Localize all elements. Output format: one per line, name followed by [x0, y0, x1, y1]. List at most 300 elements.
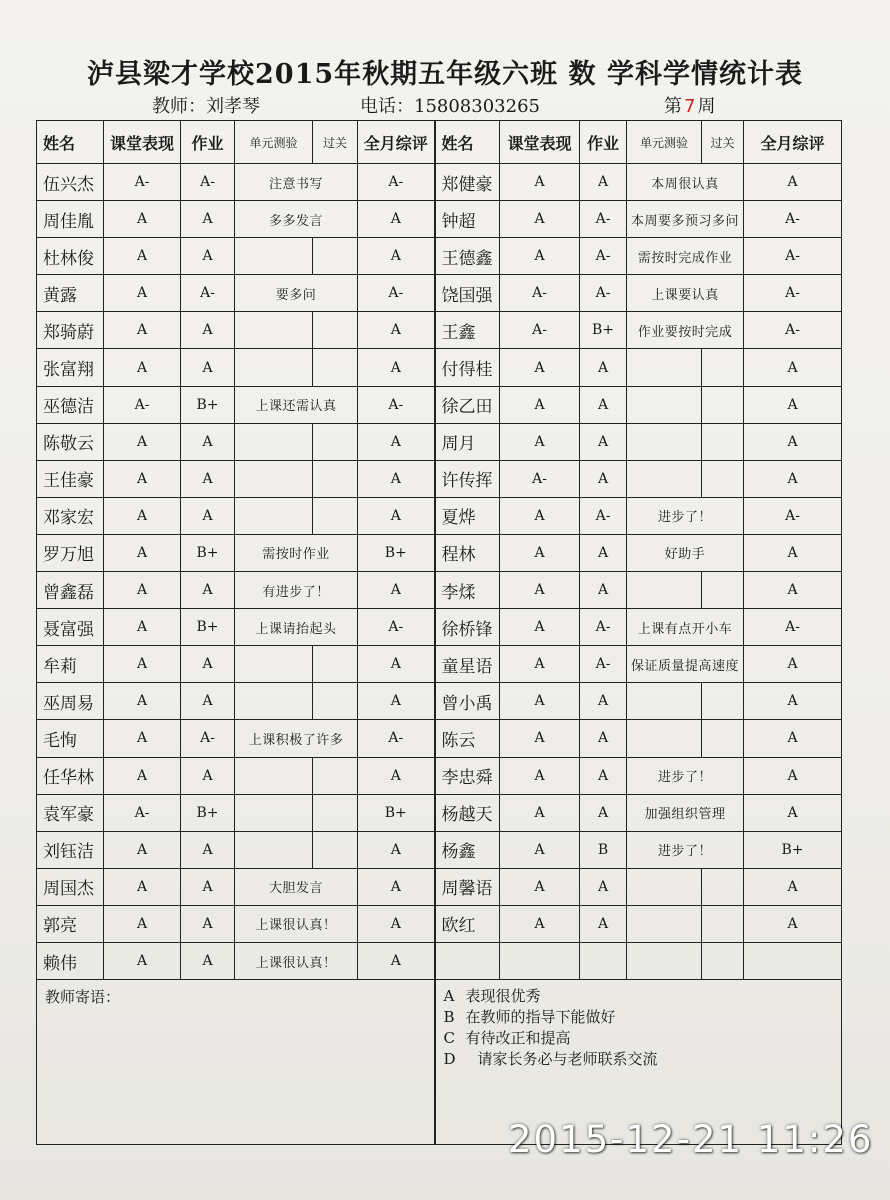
- unit-test-note-cell-left: 上课积极了许多: [235, 720, 358, 757]
- homework-cell-left: A: [181, 646, 235, 683]
- class-performance-cell-left: A: [104, 349, 181, 386]
- pass-cell-right: [702, 386, 744, 423]
- homework-cell-right: A: [580, 386, 627, 423]
- header-class-performance: 课堂表现: [104, 121, 181, 164]
- class-performance-cell-right: A-: [500, 275, 580, 312]
- student-name-left: 毛恂: [37, 720, 104, 757]
- student-name-right: 杨越天: [435, 794, 500, 831]
- pass-cell-left: [313, 349, 358, 386]
- student-name-left: 巫周易: [37, 683, 104, 720]
- unit-test-note-cell-right: 保证质量提高速度: [627, 646, 744, 683]
- monthly-grade-cell-right: A-: [744, 312, 842, 349]
- table-row: [37, 423, 842, 460]
- class-performance-cell-left: A: [104, 683, 181, 720]
- monthly-grade-cell-left: B+: [358, 534, 435, 571]
- homework-cell-right: A-: [580, 201, 627, 238]
- unit-test-note-cell-right: 进步了！: [627, 831, 744, 868]
- unit-test-note-cell-right: [627, 683, 702, 720]
- class-performance-cell-right: A: [500, 497, 580, 534]
- class-performance-cell-right: A: [500, 794, 580, 831]
- homework-cell-left: A-: [181, 164, 235, 201]
- monthly-grade-cell-right: A: [744, 868, 842, 905]
- homework-cell-right: A: [580, 794, 627, 831]
- class-performance-cell-left: A: [104, 497, 181, 534]
- unit-test-note-cell-right: 作业要按时完成: [627, 312, 744, 349]
- monthly-grade-cell-right: B+: [744, 831, 842, 868]
- unit-test-note-cell-right: [627, 942, 702, 979]
- week-number: 7: [684, 96, 696, 117]
- unit-test-note-cell-left: 需按时作业: [235, 534, 358, 571]
- header-name: 姓名: [37, 121, 104, 164]
- table-row: [37, 164, 842, 201]
- unit-test-note-cell-left: 上课很认真！: [235, 942, 358, 979]
- table-row: [37, 275, 842, 312]
- monthly-grade-cell-left: A: [358, 201, 435, 238]
- table-row: [37, 831, 842, 868]
- unit-test-note-cell-left: [235, 312, 313, 349]
- student-name-left: 黄露: [37, 275, 104, 312]
- monthly-grade-cell-left: A: [358, 349, 435, 386]
- pass-cell-right: [702, 942, 744, 979]
- monthly-grade-cell-left: A: [358, 572, 435, 609]
- week-prefix: 第: [664, 96, 682, 117]
- monthly-grade-cell-left: A-: [358, 386, 435, 423]
- unit-test-note-cell-left: 大胆发言: [235, 868, 358, 905]
- unit-test-note-cell-right: [627, 868, 702, 905]
- student-name-right: 童星语: [435, 646, 500, 683]
- unit-test-note-cell-right: [627, 460, 702, 497]
- class-performance-cell-left: A: [104, 942, 181, 979]
- homework-cell-right: B: [580, 831, 627, 868]
- pass-cell-left: [313, 497, 358, 534]
- class-performance-cell-right: A: [500, 238, 580, 275]
- homework-cell-right: [580, 942, 627, 979]
- class-performance-cell-right: A: [500, 868, 580, 905]
- homework-cell-right: A: [580, 534, 627, 571]
- student-name-right: 徐乙田: [435, 386, 500, 423]
- header-homework: 作业: [181, 121, 235, 164]
- pass-cell-right: [702, 423, 744, 460]
- table-row: [37, 201, 842, 238]
- table-row: [37, 794, 842, 831]
- unit-test-note-cell-right: 需按时完成作业: [627, 238, 744, 275]
- class-performance-cell-left: A: [104, 534, 181, 571]
- homework-cell-left: A: [181, 460, 235, 497]
- unit-test-note-cell-left: [235, 238, 313, 275]
- class-performance-cell-right: A: [500, 534, 580, 571]
- table-row: [37, 312, 842, 349]
- unit-test-note-cell-left: [235, 831, 313, 868]
- class-performance-cell-right: A: [500, 646, 580, 683]
- student-name-right: 周馨语: [435, 868, 500, 905]
- homework-cell-right: A: [580, 720, 627, 757]
- homework-cell-left: A: [181, 423, 235, 460]
- legend-key: D: [443, 1050, 456, 1069]
- student-name-left: 聂富强: [37, 609, 104, 646]
- legend-text: 在教师的指导下能做好: [465, 1008, 616, 1027]
- monthly-grade-cell-left: A: [358, 905, 435, 942]
- homework-cell-right: A-: [580, 497, 627, 534]
- table-row: [37, 386, 842, 423]
- class-performance-cell-right: A: [500, 757, 580, 794]
- student-name-right: 郑健豪: [435, 164, 500, 201]
- unit-test-note-cell-left: 上课请抬起头: [235, 609, 358, 646]
- student-name-left: 袁军豪: [37, 794, 104, 831]
- unit-test-note-cell-left: 有进步了！: [235, 572, 358, 609]
- homework-cell-left: A: [181, 757, 235, 794]
- student-name-left: 刘钰洁: [37, 831, 104, 868]
- student-name-left: 巫德洁: [37, 386, 104, 423]
- homework-cell-right: A: [580, 460, 627, 497]
- homework-cell-right: A: [580, 423, 627, 460]
- unit-test-note-cell-right: [627, 905, 702, 942]
- legend-item-a: [444, 986, 834, 1007]
- homework-cell-left: A: [181, 868, 235, 905]
- class-performance-cell-left: A: [104, 201, 181, 238]
- homework-cell-left: B+: [181, 609, 235, 646]
- unit-test-note-cell-right: 加强组织管理: [627, 794, 744, 831]
- header-homework-right: 作业: [580, 121, 627, 164]
- unit-test-note-cell-left: 多多发言: [235, 201, 358, 238]
- unit-test-note-cell-left: [235, 646, 313, 683]
- class-performance-cell-right: A-: [500, 312, 580, 349]
- table-row: [37, 349, 842, 386]
- unit-test-note-cell-left: [235, 794, 313, 831]
- homework-cell-left: A: [181, 238, 235, 275]
- student-name-right: 许传挥: [435, 460, 500, 497]
- pass-cell-right: [702, 460, 744, 497]
- student-name-right: 李忠舜: [435, 757, 500, 794]
- unit-test-note-cell-right: [627, 572, 702, 609]
- monthly-grade-cell-right: A: [744, 572, 842, 609]
- class-performance-cell-left: A: [104, 831, 181, 868]
- homework-cell-right: A-: [580, 238, 627, 275]
- student-name-right: 程林: [435, 534, 500, 571]
- monthly-grade-cell-right: A: [744, 164, 842, 201]
- unit-test-note-cell-right: 好助手: [627, 534, 744, 571]
- teacher-label: 教师：刘孝琴: [152, 96, 260, 117]
- unit-test-note-cell-right: 上课要认真: [627, 275, 744, 312]
- table-row: [37, 497, 842, 534]
- class-performance-cell-right: A: [500, 905, 580, 942]
- class-performance-cell-left: A: [104, 757, 181, 794]
- class-performance-cell-left: A: [104, 312, 181, 349]
- student-name-left: 伍兴杰: [37, 164, 104, 201]
- class-performance-cell-left: A-: [104, 794, 181, 831]
- legend-item-b: [444, 1007, 834, 1028]
- teacher-message-box: [37, 980, 435, 1145]
- table-row: [37, 572, 842, 609]
- class-performance-cell-right: A: [500, 831, 580, 868]
- pass-cell-right: [702, 720, 744, 757]
- monthly-grade-cell-right: A: [744, 905, 842, 942]
- week-label: [664, 92, 715, 118]
- unit-test-note-cell-right: [627, 423, 702, 460]
- unit-test-note-cell-right: 本周要多预习多问: [627, 201, 744, 238]
- grade-table: [36, 120, 842, 1145]
- class-performance-cell-left: A: [104, 572, 181, 609]
- monthly-grade-cell-right: A-: [744, 238, 842, 275]
- student-name-left: 任华林: [37, 757, 104, 794]
- table-row: [37, 534, 842, 571]
- monthly-grade-cell-left: A-: [358, 609, 435, 646]
- monthly-grade-cell-right: A-: [744, 497, 842, 534]
- faint-handwriting: [45, 1013, 426, 1035]
- student-name-right: 钟超: [435, 201, 500, 238]
- student-name-left: 曾鑫磊: [37, 572, 104, 609]
- class-performance-cell-right: A: [500, 720, 580, 757]
- legend-key: A: [443, 987, 455, 1006]
- pass-cell-right: [702, 905, 744, 942]
- homework-cell-right: A-: [580, 646, 627, 683]
- homework-cell-left: A-: [181, 275, 235, 312]
- homework-cell-left: A: [181, 201, 235, 238]
- homework-cell-right: A: [580, 868, 627, 905]
- unit-test-note-cell-right: 进步了！: [627, 497, 744, 534]
- monthly-grade-cell-right: A: [744, 423, 842, 460]
- monthly-grade-cell-left: A: [358, 942, 435, 979]
- pass-cell-left: [313, 757, 358, 794]
- header-class-performance-right: 课堂表现: [500, 121, 580, 164]
- header-unit-test: 单元测验: [235, 121, 313, 164]
- legend-key: C: [443, 1029, 455, 1048]
- unit-test-note-cell-right: [627, 720, 702, 757]
- homework-cell-left: A: [181, 942, 235, 979]
- monthly-grade-cell-left: A: [358, 757, 435, 794]
- student-name-right: [435, 942, 500, 979]
- student-name-right: 李煣: [435, 572, 500, 609]
- monthly-grade-cell-right: A: [744, 757, 842, 794]
- homework-cell-right: A: [580, 572, 627, 609]
- homework-cell-left: A: [181, 831, 235, 868]
- monthly-grade-cell-left: A: [358, 497, 435, 534]
- student-name-left: 王佳豪: [37, 460, 104, 497]
- monthly-grade-cell-right: A: [744, 720, 842, 757]
- unit-test-note-cell-right: 上课有点开小车: [627, 609, 744, 646]
- monthly-grade-cell-left: A-: [358, 164, 435, 201]
- class-performance-cell-right: A: [500, 423, 580, 460]
- monthly-grade-cell-left: A: [358, 646, 435, 683]
- unit-test-note-cell-left: [235, 757, 313, 794]
- monthly-grade-cell-left: A: [358, 423, 435, 460]
- unit-test-note-cell-left: 要多问: [235, 275, 358, 312]
- unit-test-note-cell-left: 上课很认真！: [235, 905, 358, 942]
- unit-test-note-cell-left: 注意书写: [235, 164, 358, 201]
- monthly-grade-cell-right: A: [744, 349, 842, 386]
- class-performance-cell-left: A: [104, 238, 181, 275]
- homework-cell-left: B+: [181, 534, 235, 571]
- student-name-right: 陈云: [435, 720, 500, 757]
- monthly-grade-cell-right: [744, 942, 842, 979]
- homework-cell-left: B+: [181, 386, 235, 423]
- student-name-left: 陈敬云: [37, 423, 104, 460]
- monthly-grade-cell-right: A: [744, 460, 842, 497]
- header-monthly: 全月综评: [358, 121, 435, 164]
- pass-cell-right: [702, 572, 744, 609]
- monthly-grade-cell-right: A-: [744, 275, 842, 312]
- header-pass-right: 过关: [702, 121, 744, 164]
- unit-test-note-cell-left: [235, 349, 313, 386]
- homework-cell-left: A: [181, 683, 235, 720]
- unit-test-note-cell-right: [627, 386, 702, 423]
- table-row: [37, 942, 842, 979]
- monthly-grade-cell-right: A-: [744, 609, 842, 646]
- pass-cell-right: [702, 868, 744, 905]
- pass-cell-left: [313, 683, 358, 720]
- unit-test-note-cell-left: 上课还需认真: [235, 386, 358, 423]
- homework-cell-right: A: [580, 164, 627, 201]
- student-name-left: 周佳胤: [37, 201, 104, 238]
- monthly-grade-cell-right: A: [744, 646, 842, 683]
- student-name-right: 王鑫: [435, 312, 500, 349]
- student-name-left: 郑骑蔚: [37, 312, 104, 349]
- unit-test-note-cell-right: 本周很认真: [627, 164, 744, 201]
- homework-cell-left: A: [181, 349, 235, 386]
- class-performance-cell-right: A: [500, 201, 580, 238]
- student-name-left: 郭亮: [37, 905, 104, 942]
- unit-test-note-cell-left: [235, 497, 313, 534]
- unit-test-note-cell-left: [235, 423, 313, 460]
- header-unit-test-right: 单元测验: [627, 121, 702, 164]
- student-name-left: 张富翔: [37, 349, 104, 386]
- monthly-grade-cell-right: A-: [744, 201, 842, 238]
- class-performance-cell-left: A: [104, 460, 181, 497]
- student-name-right: 欧红: [435, 905, 500, 942]
- monthly-grade-cell-right: A: [744, 683, 842, 720]
- homework-cell-right: A: [580, 349, 627, 386]
- class-performance-cell-left: A-: [104, 164, 181, 201]
- pass-cell-left: [313, 423, 358, 460]
- table-row: [37, 905, 842, 942]
- unit-test-note-cell-left: [235, 460, 313, 497]
- teacher-message-label: 教师寄语：: [45, 988, 121, 1007]
- student-name-right: 徐桥锋: [435, 609, 500, 646]
- class-performance-cell-left: A: [104, 423, 181, 460]
- pass-cell-left: [313, 646, 358, 683]
- monthly-grade-cell-right: A: [744, 534, 842, 571]
- table-row: [37, 238, 842, 275]
- table-row: [37, 868, 842, 905]
- table-row: [37, 720, 842, 757]
- class-performance-cell-left: A: [104, 609, 181, 646]
- monthly-grade-cell-left: A: [358, 238, 435, 275]
- class-performance-cell-right: A: [500, 683, 580, 720]
- class-performance-cell-left: A-: [104, 386, 181, 423]
- class-performance-cell-right: A-: [500, 460, 580, 497]
- homework-cell-left: B+: [181, 794, 235, 831]
- pass-cell-left: [313, 831, 358, 868]
- homework-cell-left: A: [181, 572, 235, 609]
- header-pass: 过关: [313, 121, 358, 164]
- table-row: [37, 757, 842, 794]
- legend-text: 请家长务必与老师联系交流: [477, 1050, 658, 1069]
- class-performance-cell-left: A: [104, 868, 181, 905]
- unit-test-note-cell-right: [627, 349, 702, 386]
- student-name-left: 邓家宏: [37, 497, 104, 534]
- student-name-right: 王德鑫: [435, 238, 500, 275]
- student-name-right: 杨鑫: [435, 831, 500, 868]
- class-performance-cell-right: A: [500, 164, 580, 201]
- class-performance-cell-right: A: [500, 386, 580, 423]
- monthly-grade-cell-left: A: [358, 831, 435, 868]
- student-name-left: 杜林俊: [37, 238, 104, 275]
- pass-cell-right: [702, 683, 744, 720]
- pass-cell-left: [313, 794, 358, 831]
- table-row: [37, 460, 842, 497]
- monthly-grade-cell-right: A: [744, 386, 842, 423]
- student-name-left: 牟莉: [37, 646, 104, 683]
- student-name-right: 周月: [435, 423, 500, 460]
- student-name-right: 付得桂: [435, 349, 500, 386]
- monthly-grade-cell-right: A: [744, 794, 842, 831]
- student-name-left: 罗万旭: [37, 534, 104, 571]
- legend-text: 表现很优秀: [465, 987, 541, 1006]
- homework-cell-right: A-: [580, 275, 627, 312]
- homework-cell-right: B+: [580, 312, 627, 349]
- legend-text: 有待改正和提高: [465, 1029, 571, 1048]
- student-name-right: 饶国强: [435, 275, 500, 312]
- photo-timestamp: 2015-12-21 11:26: [508, 1118, 874, 1161]
- header-row: [37, 121, 842, 164]
- homework-cell-right: A: [580, 905, 627, 942]
- table-row: [37, 683, 842, 720]
- pass-cell-left: [313, 312, 358, 349]
- unit-test-note-cell-right: 进步了！: [627, 757, 744, 794]
- week-suffix: 周: [697, 96, 716, 117]
- legend-item-c: [444, 1028, 834, 1049]
- unit-test-note-cell-left: [235, 683, 313, 720]
- class-performance-cell-right: A: [500, 609, 580, 646]
- student-name-right: 曾小禹: [435, 683, 500, 720]
- class-performance-cell-left: A: [104, 646, 181, 683]
- legend-item-d: [444, 1049, 834, 1070]
- student-name-left: 周国杰: [37, 868, 104, 905]
- monthly-grade-cell-left: A: [358, 683, 435, 720]
- monthly-grade-cell-left: A-: [358, 275, 435, 312]
- class-performance-cell-left: A: [104, 905, 181, 942]
- pass-cell-left: [313, 460, 358, 497]
- class-performance-cell-right: [500, 942, 580, 979]
- header-name-right: 姓名: [435, 121, 500, 164]
- homework-cell-right: A: [580, 683, 627, 720]
- class-performance-cell-left: A: [104, 275, 181, 312]
- homework-cell-right: A-: [580, 609, 627, 646]
- student-name-left: 赖伟: [37, 942, 104, 979]
- student-name-right: 夏烨: [435, 497, 500, 534]
- table-row: [37, 609, 842, 646]
- monthly-grade-cell-left: A: [358, 460, 435, 497]
- homework-cell-left: A: [181, 312, 235, 349]
- legend-key: B: [443, 1008, 455, 1027]
- header-monthly-right: 全月综评: [744, 121, 842, 164]
- monthly-grade-cell-left: A: [358, 868, 435, 905]
- pass-cell-right: [702, 349, 744, 386]
- phone-label: 电话：15808303265: [360, 96, 540, 117]
- homework-cell-left: A: [181, 905, 235, 942]
- class-performance-cell-left: A: [104, 720, 181, 757]
- monthly-grade-cell-left: B+: [358, 794, 435, 831]
- class-performance-cell-right: A: [500, 572, 580, 609]
- monthly-grade-cell-left: A: [358, 312, 435, 349]
- form-title: 泸县梁才学校2015年秋期五年级六班 数 学科学情统计表: [87, 59, 803, 90]
- class-performance-cell-right: A: [500, 349, 580, 386]
- homework-cell-right: A: [580, 757, 627, 794]
- pass-cell-left: [313, 238, 358, 275]
- homework-cell-left: A: [181, 497, 235, 534]
- homework-cell-left: A-: [181, 720, 235, 757]
- monthly-grade-cell-left: A-: [358, 720, 435, 757]
- table-row: [37, 646, 842, 683]
